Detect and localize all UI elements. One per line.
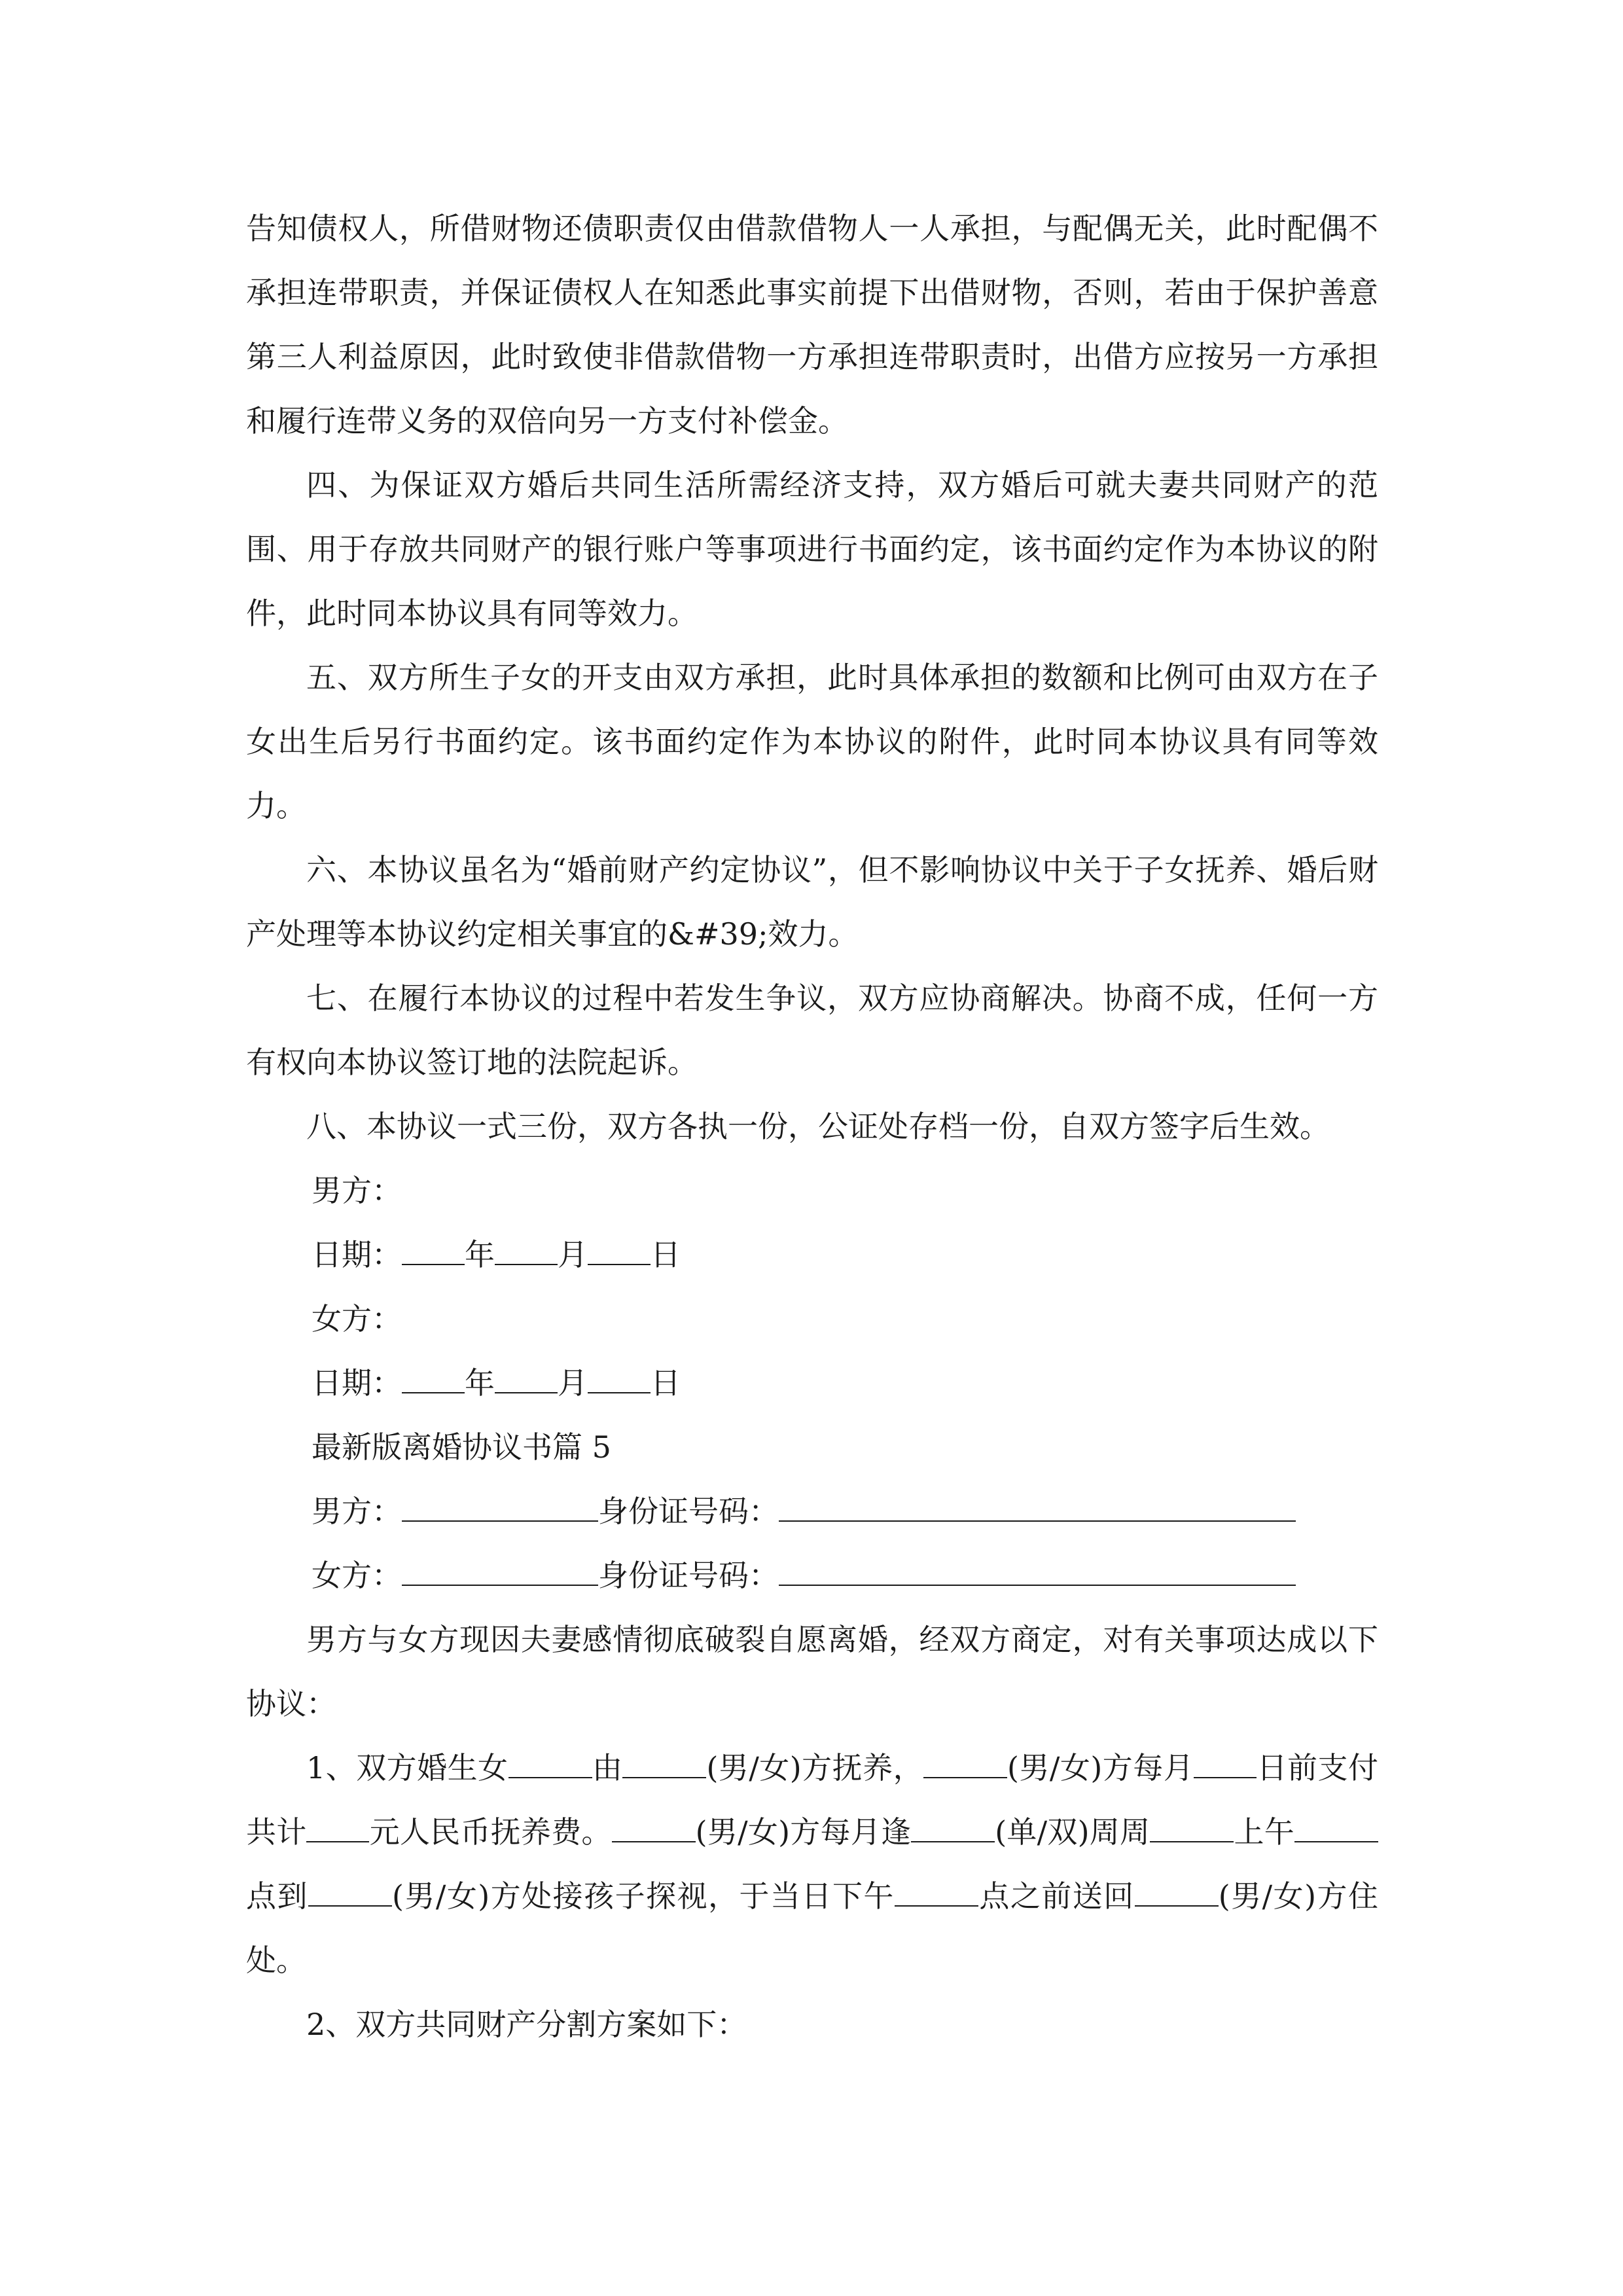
day-blank — [588, 1238, 651, 1265]
male-label: 男方： — [312, 1173, 402, 1208]
month-label: 月 — [558, 1365, 588, 1401]
male-label: 男方： — [312, 1494, 402, 1529]
section-title: 最新版离婚协议书篇 5 — [312, 1429, 611, 1465]
day-blank — [588, 1366, 651, 1393]
visitor-blank — [612, 1815, 696, 1842]
week-parity-blank — [911, 1815, 995, 1842]
id-label: 身份证号码： — [598, 1558, 779, 1593]
weekday-blank — [1150, 1815, 1234, 1842]
pickup-hour-blank — [1294, 1815, 1378, 1842]
female-label: 女方： — [312, 1558, 402, 1593]
year-label: 年 — [465, 1365, 495, 1401]
paragraph-clause-8: 八、本协议一式三份，双方各执一份，公证处存档一份，自双方签字后生效。 — [306, 1109, 1330, 1144]
male-date-line — [246, 1223, 1378, 1287]
return-party-blank — [1135, 1879, 1219, 1907]
paragraph-clause-5: 五、双方所生子女的开支由双方承担，此时具体承担的数额和比例可由双方在子女出生后另行书面约定。该书面约定作为本协议的附件，此时同本协议具有同等效力。 — [246, 660, 1378, 823]
clause1-part-f: 元人民币抚养费。 — [369, 1814, 612, 1850]
month-blank — [495, 1366, 558, 1393]
day-label: 日 — [651, 1365, 681, 1401]
year-label: 年 — [465, 1237, 495, 1272]
document-body — [246, 196, 1378, 2056]
paragraph-clause-7: 七、在履行本协议的过程中若发生争议，双方应协商解决。协商不成，任何一方有权向本协议签订地的法院起诉。 — [246, 980, 1378, 1080]
clause1-part-h: (单/双)周周 — [995, 1814, 1150, 1850]
year-blank — [402, 1366, 465, 1393]
clause1-part-l: 点之前送回 — [978, 1878, 1135, 1914]
male-name-blank — [402, 1494, 598, 1522]
female-label: 女方： — [312, 1301, 402, 1336]
clause1-part-d: (男/女)方每月 — [1007, 1750, 1194, 1785]
clause1-part-i: 上午 — [1234, 1814, 1295, 1850]
month-blank — [495, 1238, 558, 1265]
clause1-part-j: 点到 — [246, 1878, 308, 1914]
paragraph-clause-1 — [246, 1736, 1378, 1992]
male-signature-line — [246, 1158, 1378, 1223]
clause1-part-m: (男/女)方住处。 — [246, 1878, 1379, 1978]
month-label: 月 — [558, 1237, 588, 1272]
date-label: 日期： — [312, 1365, 402, 1401]
amount-blank — [306, 1815, 369, 1842]
clause1-part-c: (男/女)方抚养， — [706, 1750, 924, 1785]
female-signature-line — [246, 1287, 1378, 1351]
payer-blank — [923, 1751, 1007, 1778]
id-label: 身份证号码： — [598, 1494, 779, 1529]
pay-day-blank — [1194, 1751, 1257, 1778]
custodian-blank — [622, 1751, 706, 1778]
clause1-part-e: 日前支付共计 — [246, 1750, 1379, 1850]
return-hour-blank — [895, 1879, 978, 1907]
clause1-part-k: (男/女)方处接孩子探视，于当日下午 — [391, 1878, 895, 1914]
male-id-blank — [779, 1494, 1296, 1522]
clause1-part-b: 由 — [592, 1750, 623, 1785]
day-label: 日 — [651, 1237, 681, 1272]
female-name-blank — [402, 1558, 598, 1586]
paragraph-clause-2: 2、双方共同财产分割方案如下： — [306, 2007, 747, 2042]
female-id-line — [246, 1543, 1378, 1607]
paragraph-intro: 男方与女方现因夫妻感情彻底破裂自愿离婚，经双方商定，对有关事项达成以下协议： — [246, 1622, 1378, 1721]
pickup-party-blank — [308, 1879, 392, 1907]
daughter-name-blank — [508, 1751, 592, 1778]
female-date-line — [246, 1351, 1378, 1415]
female-id-blank — [779, 1558, 1296, 1586]
male-id-line — [246, 1479, 1378, 1543]
date-label: 日期： — [312, 1237, 402, 1272]
paragraph-clause-4: 四、为保证双方婚后共同生活所需经济支持，双方婚后可就夫妻共同财产的范围、用于存放共同财产的银行账户等事项进行书面约定，该书面约定作为本协议的附件，此时同本协议具有同等效力。 — [246, 467, 1378, 631]
paragraph-creditor-notice: 告知债权人，所借财物还债职责仅由借款借物人一人承担，与配偶无关，此时配偶不承担连带职责，并保证债权人在知悉此事实前提下出借财物，否则，若由于保护善意第三人利益原因，此时致使非借款借物一方承担连带职责时，出借方应按另一方承担和履行连带义务的双倍向另一方支付补偿金。 — [246, 211, 1378, 439]
clause1-part-a: 1、双方婚生女 — [306, 1750, 508, 1785]
year-blank — [402, 1238, 465, 1265]
clause1-part-g: (男/女)方每月逢 — [695, 1814, 912, 1850]
paragraph-clause-6: 六、本协议虽名为“婚前财产约定协议”，但不影响协议中关于子女抚养、婚后财产处理等本协议约定相关事宜的&#39;效力。 — [246, 852, 1378, 952]
